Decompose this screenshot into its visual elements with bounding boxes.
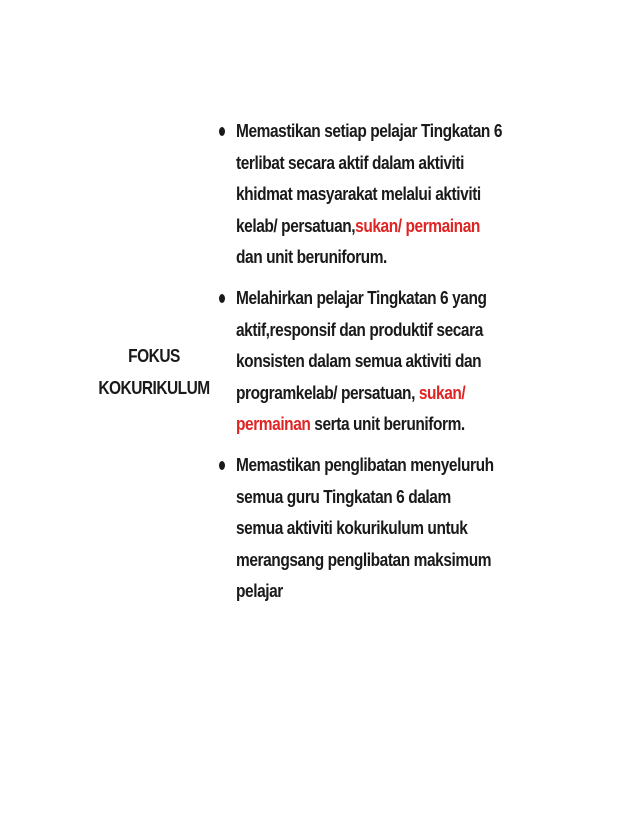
bullet-text: [236, 116, 597, 274]
bullet-line: [236, 545, 597, 577]
bullet-line: [236, 576, 597, 608]
text-run: programkelab/ persatuan,: [236, 382, 419, 403]
bullet-line: [236, 346, 597, 378]
text-run: Memastikan penglibatan menyeluruh: [236, 454, 494, 475]
section-label-line-2: KOKURIKULUM: [98, 378, 210, 398]
bullet-list: [214, 116, 594, 617]
bullet-text: [236, 283, 597, 441]
bullet-line: [236, 179, 597, 211]
text-run: aktif,responsif dan produktif secara: [236, 319, 483, 340]
text-run: pelajar: [236, 581, 283, 602]
highlight-text-run: sukan/: [418, 382, 466, 403]
text-run: Melahirkan pelajar Tingkatan 6 yang: [236, 287, 487, 308]
text-run: konsisten dalam semua aktiviti dan: [236, 351, 482, 372]
text-run: Memastikan setiap pelajar Tingkatan 6: [236, 121, 502, 141]
bullet-item-3: [214, 450, 594, 608]
highlight-text-run: permainan: [236, 414, 311, 435]
bullet-line: [236, 409, 597, 441]
section-label: [96, 340, 213, 404]
text-run: semua aktiviti kokurikulum untuk: [236, 518, 468, 539]
text-run: semua guru Tingkatan 6 dalam: [236, 486, 451, 507]
bullet-line: [236, 450, 597, 482]
text-run: khidmat masyarakat melalui aktiviti: [236, 184, 481, 205]
bullet-line: [236, 242, 597, 274]
bullet-line: [236, 482, 597, 514]
bullet-dot-icon: [219, 461, 225, 470]
bullet-dot-icon: [219, 294, 225, 303]
bullet-line: [236, 513, 597, 545]
text-run: dan unit beruniforum.: [236, 247, 387, 268]
bullet-text: [236, 450, 597, 608]
text-run: serta unit beruniform.: [310, 414, 465, 435]
bullet-dot-icon: [219, 127, 225, 136]
highlight-text-run: sukan/ permainan: [355, 215, 480, 236]
text-run: terlibat secara aktif dalam aktiviti: [236, 152, 465, 173]
bullet-item-1: [214, 116, 594, 274]
bullet-line: [236, 211, 597, 243]
bullet-line: [236, 283, 597, 315]
text-run: merangsang penglibatan maksimum: [236, 549, 492, 570]
bullet-line: [236, 378, 597, 410]
section-label-line-1: FOKUS: [128, 346, 180, 366]
bullet-item-2: [214, 283, 594, 441]
bullet-line: [236, 116, 597, 148]
bullet-line: [236, 148, 597, 180]
text-run: kelab/ persatuan,: [236, 215, 356, 236]
bullet-line: [236, 315, 597, 347]
